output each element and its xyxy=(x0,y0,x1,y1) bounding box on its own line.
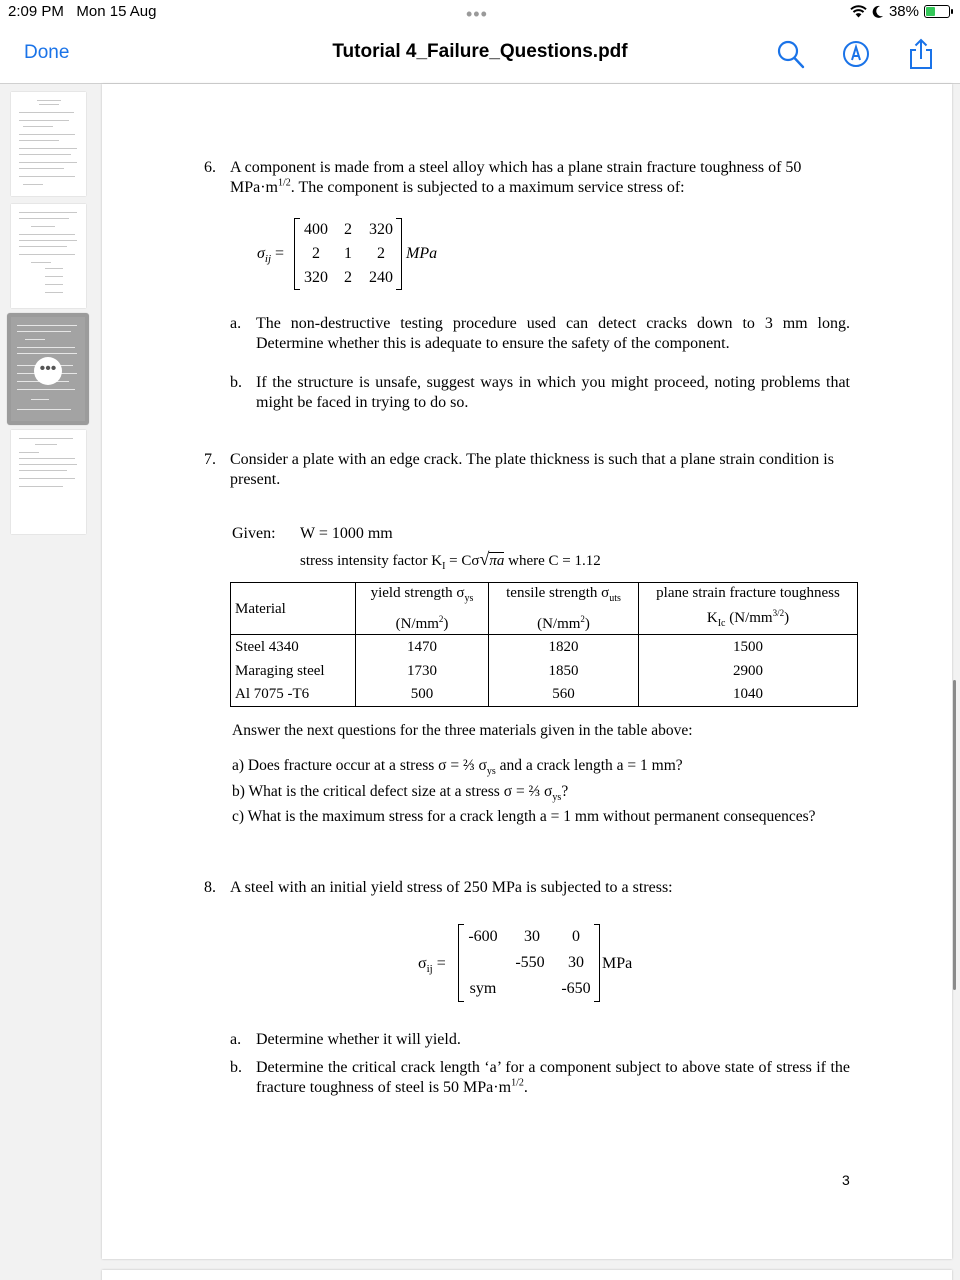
header-yield-strength: yield strength $\sigma_{ys}$ $(N/mm^2)$ xyxy=(356,583,489,635)
markup-icon[interactable] xyxy=(841,38,871,70)
question-6 xyxy=(204,158,854,198)
status-right xyxy=(850,3,950,20)
question-text: A component is made from a steel alloy which has a plane strain fracture toughness of 50 $MPa\cdot m^{1/2}$. The component is subjected to a maximum service stress of: xyxy=(230,159,802,196)
materials-table xyxy=(230,582,858,707)
question-7 xyxy=(204,450,854,490)
question-text: A steel with an initial yield stress of 250 MPa is subjected to a stress: xyxy=(230,879,673,896)
share-icon[interactable] xyxy=(906,38,936,70)
page-thumbnail-4[interactable] xyxy=(11,430,86,534)
table-row: Steel 4340 1470 1820 1500 xyxy=(231,635,858,659)
document-title: Tutorial 4_Failure_Questions.pdf xyxy=(332,41,628,62)
question-7a: a) Does fracture occur at a stress σ = ⅔ $\sigma_{ys}$ and a crack length a = 1 mm? xyxy=(232,757,683,778)
question-6a: a. The non-destructive testing procedure used can detect cracks down to 3 mm long. Determine whether this is adequate to ensure the safety of the component. xyxy=(230,315,850,352)
table-row: Maraging steel 1730 1850 2900 xyxy=(231,659,858,683)
question-8 xyxy=(204,878,854,898)
question-7c: c) What is the maximum stress for a crack length a = 1 mm without permanent consequences? xyxy=(232,808,816,825)
stress-matrix-q8: -600 30 0 -550 30 sym -650 xyxy=(458,924,600,1002)
header-tensile-strength: tensile strength $\sigma_{uts}$ $(N/mm^2)$ xyxy=(489,583,639,635)
pdf-page xyxy=(102,84,952,1259)
status-time: 2:09 PM Mon 15 Aug xyxy=(8,3,157,20)
given-label: Given: xyxy=(232,525,276,542)
page-thumbnail-2[interactable] xyxy=(11,204,86,308)
table-row: Al 7075 -T6 500 560 1040 xyxy=(231,683,858,707)
table-header-row xyxy=(231,583,858,635)
wifi-icon xyxy=(850,5,867,18)
scrollbar[interactable] xyxy=(953,680,956,990)
given-stress-intensity: stress intensity factor $K_I = C\sigma√\pi a$ where C = 1.12 xyxy=(300,549,601,572)
navigation-bar xyxy=(0,28,960,84)
battery-percent: 38% xyxy=(888,3,919,20)
answer-intro: Answer the next questions for the three materials given in the table above: xyxy=(232,722,693,739)
done-button[interactable]: Done xyxy=(24,42,70,63)
stress-symbol: $\sigma_{ij}$ = xyxy=(257,245,285,266)
question-7b: b) What is the critical defect size at a stress σ = ⅔ $\sigma_{ys}$? xyxy=(232,783,569,804)
thumbnail-more-button[interactable]: ••• xyxy=(34,357,62,385)
stress-symbol-q8: $\sigma_{ij}$ = xyxy=(418,955,446,976)
search-icon[interactable] xyxy=(776,38,806,70)
question-text: Consider a plate with an edge crack. The plate thickness is such that a plane strain condition is present. xyxy=(230,451,834,488)
unit-mpa: MPa xyxy=(406,245,438,262)
page-thumbnail-sidebar xyxy=(0,84,96,1280)
question-number: 6. xyxy=(204,159,216,176)
page-number: 3 xyxy=(842,1172,850,1188)
header-fracture-toughness: plane strain fracture toughness $K_{Ic}$ $(N/mm^{3/2})$ xyxy=(639,583,858,635)
question-8b: b. Determine the critical crack length ‘a’ for a component subject to above state of stress if the fracture toughness of steel is 50 $MPa\cdot m^{1/2}$. xyxy=(230,1059,850,1096)
page-thumbnail-3-selected[interactable] xyxy=(7,313,89,425)
question-number: 7. xyxy=(204,451,216,468)
unit-mpa-q8: MPa xyxy=(602,955,633,972)
question-number: 8. xyxy=(204,879,216,896)
page-thumbnail-1[interactable] xyxy=(11,92,86,196)
stress-matrix-q6: 400 2 320 2 1 2 320 2 240 xyxy=(294,218,402,290)
question-6b: b. If the structure is unsafe, suggest ways in which you might proceed, noting problems that might be faced in trying to do so. xyxy=(230,374,850,411)
multitasking-dots[interactable]: ••• xyxy=(466,4,488,24)
given-width: W = 1000 mm xyxy=(300,525,393,542)
moon-icon xyxy=(872,5,884,18)
status-bar xyxy=(0,0,960,28)
battery-icon xyxy=(924,5,950,18)
header-material: Material xyxy=(231,583,356,635)
next-pdf-page xyxy=(102,1270,952,1280)
question-8a: a. Determine whether it will yield. xyxy=(230,1031,461,1048)
